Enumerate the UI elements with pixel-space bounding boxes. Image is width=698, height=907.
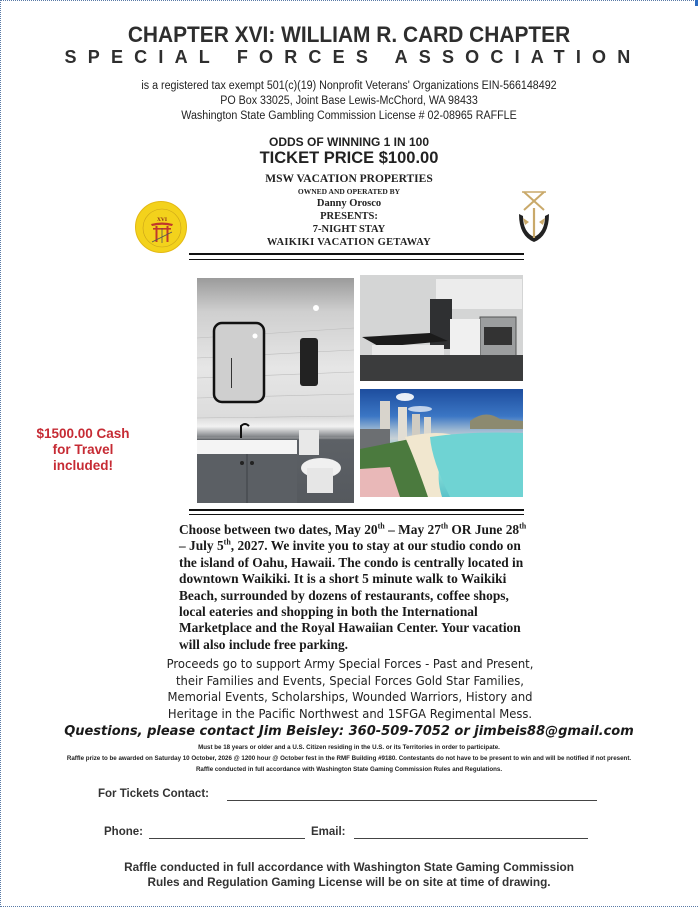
special-forces-crest-logo bbox=[515, 188, 553, 246]
address-line: PO Box 33025, Joint Base Lewis-McChord, WA 98433 bbox=[220, 95, 478, 107]
kitchen-image bbox=[360, 275, 523, 381]
tax-exempt-line: is a registered tax exempt 501(c)(19) Nonprofit Veterans' Organizations EIN-566148492 bbox=[141, 80, 557, 92]
desc-sup: th bbox=[519, 521, 527, 531]
cash-line-3: included! bbox=[53, 458, 113, 473]
footer-line-1: Raffle conducted in full accordance with Washington State Gaming Commission bbox=[124, 860, 574, 874]
ticket-price: TICKET PRICE $100.00 bbox=[259, 149, 439, 167]
cash-line-1: $1500.00 Cash bbox=[36, 426, 130, 441]
chapter-seal-logo bbox=[135, 201, 187, 253]
owner-name: Danny Orosco bbox=[316, 198, 382, 209]
tickets-contact-label: For Tickets Contact: bbox=[98, 788, 209, 800]
email-field[interactable] bbox=[354, 838, 588, 839]
waikiki-beach-image bbox=[360, 389, 523, 497]
desc-text: – May 27 bbox=[384, 522, 441, 537]
torii-gate-icon bbox=[136, 202, 188, 254]
tickets-contact-field[interactable] bbox=[227, 800, 597, 801]
kitchen-photo bbox=[360, 275, 523, 381]
desc-sup: th bbox=[377, 521, 385, 531]
desc-text: Choose between two dates, May 20 bbox=[179, 522, 378, 537]
phone-label: Phone: bbox=[104, 826, 143, 838]
divider-rule-top-thin bbox=[189, 259, 524, 260]
owned-by-label: OWNED AND OPERATED BY bbox=[297, 187, 401, 196]
beach-photo bbox=[360, 389, 523, 497]
company-name: MSW VACATION PROPERTIES bbox=[265, 173, 433, 185]
presents-label: PRESENTS: bbox=[320, 211, 378, 222]
proceeds-statement: Proceeds go to support Army Special Forces - Past and Present, their Families and Events, Special Forces Gold Star Families, Memorial Events, Scholarships, Wounded Warriors, History and Heritage in the Pacific Northwest and 1SFGA Regimental Mess. bbox=[166, 656, 534, 721]
chapter-title: CHAPTER XVI: WILLIAM R. CARD CHAPTER bbox=[127, 22, 571, 47]
cash-line-2: for Travel bbox=[52, 442, 114, 457]
desc-text: OR June 28 bbox=[448, 522, 520, 537]
award-fine-print: Raffle prize to be awarded on Saturday 10 October, 2026 @ 1200 hour @ October fest in the RMF Building #9180. Contestants do not have to be present to win and will be notified if not present. bbox=[66, 755, 632, 762]
questions-contact: Questions, please contact Jim Beisley: 360-509-7052 or jimbeis88@gmail.com bbox=[64, 724, 634, 739]
bathroom-image bbox=[197, 278, 354, 503]
divider-rule-top-thick bbox=[189, 253, 524, 255]
phone-field[interactable] bbox=[149, 838, 305, 839]
association-subtitle: SPECIAL FORCES ASSOCIATION bbox=[64, 47, 642, 67]
vacation-description bbox=[179, 522, 529, 653]
svg-text:XVI: XVI bbox=[156, 217, 168, 223]
divider-rule-bottom-thin bbox=[189, 514, 524, 515]
eligibility-fine-print: Must be 18 years or older and a U.S. Citizen residing in the U.S. or its Territories in order to participate. bbox=[198, 744, 500, 751]
stay-length: 7-NIGHT STAY bbox=[312, 224, 386, 235]
odds-of-winning: ODDS OF WINNING 1 IN 100 bbox=[268, 135, 430, 149]
desc-sup: th bbox=[223, 537, 231, 547]
license-line: Washington State Gambling Commission License # 02-08965 RAFFLE bbox=[181, 110, 517, 122]
bathroom-photo bbox=[197, 278, 354, 503]
crossed-arrows-dagger-icon bbox=[515, 188, 553, 246]
footer-disclaimer bbox=[0, 860, 698, 890]
compliance-fine-print: Raffle conducted in full accordance with Washington State Gaming Commission Rules and Regulations. bbox=[195, 766, 503, 773]
getaway-title: WAIKIKI VACATION GETAWAY bbox=[266, 237, 432, 248]
desc-sup: th bbox=[440, 521, 449, 531]
email-label: Email: bbox=[311, 826, 346, 838]
desc-text: , 2027. We invite you to stay at our studio condo on the island of Oahu, Hawaii. The condo is centrally located in downtown Waikiki. It is a short 5 minute walk to Waikiki Beach, surrounded by dozens of restaurants, coffee shops, local eateries and shopping in both the International Marketplace and the Royal Hawaiian Center. Your vacation will also include free parking. bbox=[179, 538, 524, 652]
divider-rule-bottom-thick bbox=[189, 509, 524, 511]
footer-line-2: Rules and Regulation Gaming License will be on site at time of drawing. bbox=[147, 875, 551, 889]
desc-text: – July 5 bbox=[179, 538, 224, 554]
cash-for-travel-callout bbox=[18, 426, 148, 474]
